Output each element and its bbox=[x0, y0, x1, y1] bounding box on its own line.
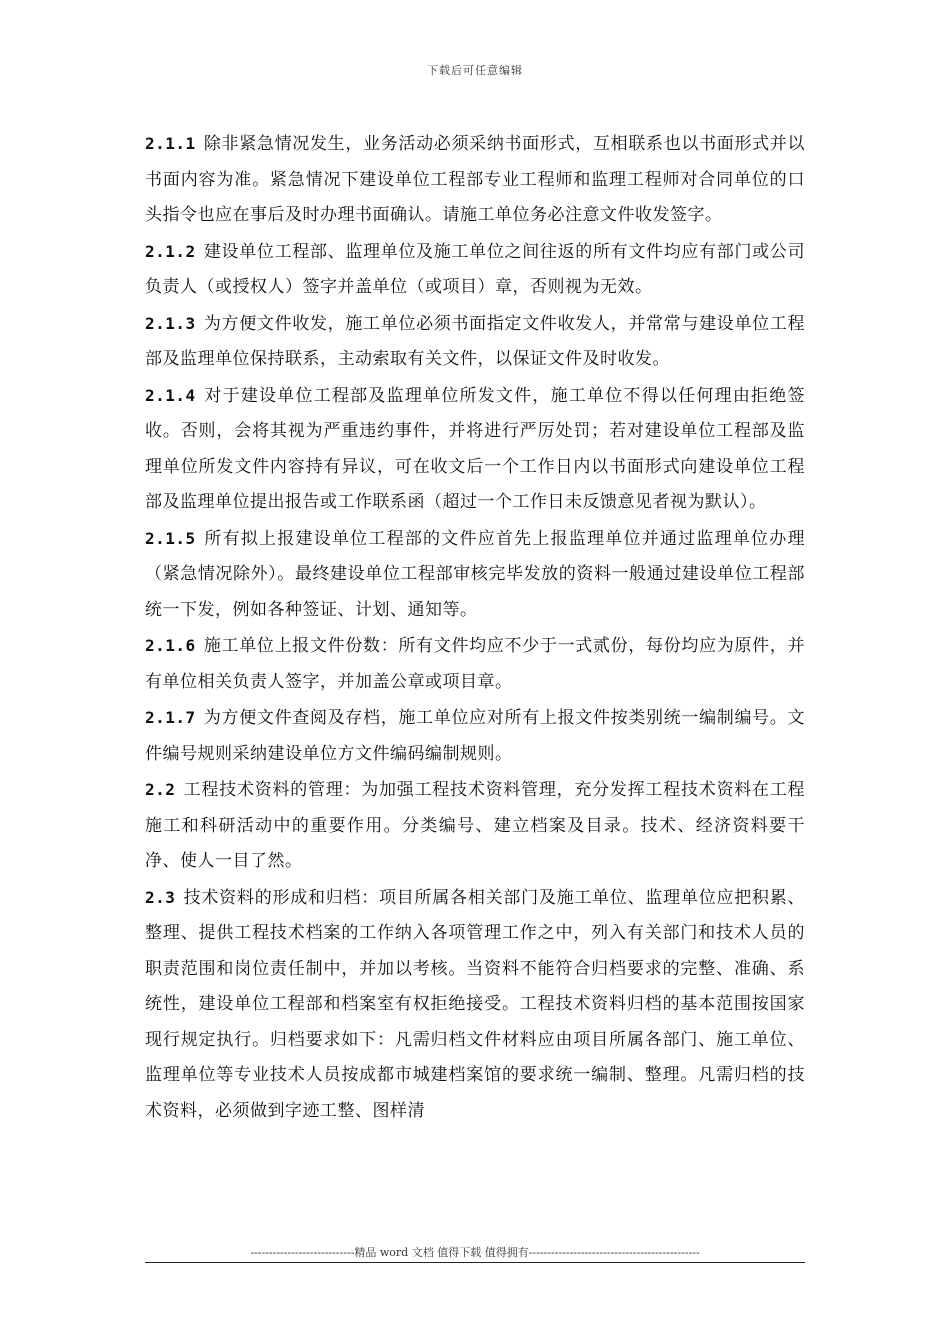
document-body bbox=[145, 126, 805, 1129]
paragraph-2-1-6 bbox=[145, 628, 805, 700]
footer-divider bbox=[145, 1262, 805, 1263]
paragraph-text: 为方便文件收发，施工单位必须书面指定文件收发人，并常常与建设单位工程部及监理单位保持联系，主动索取有关文件，以保证文件及时收发。 bbox=[145, 313, 805, 369]
section-number: 2.3 bbox=[145, 887, 176, 907]
paragraph-text: 施工单位上报文件份数：所有文件均应不少于一式贰份，每份均应为原件，并有单位相关负责人签字，并加盖公章或项目章。 bbox=[145, 636, 805, 692]
section-number: 2.1.2 bbox=[145, 241, 196, 261]
section-number: 2.1.7 bbox=[145, 708, 196, 727]
section-number: 2.1.5 bbox=[145, 528, 196, 548]
section-number: 2.1.6 bbox=[145, 636, 196, 655]
paragraph-text: 对于建设单位工程部及监理单位所发文件，施工单位不得以任何理由拒绝签收。否则，会将其视为严重违约事件，并将进行严厉处罚；若对建设单位工程部及监理单位所发文件内容持有异议，可在收文后一个工作日内以书面形式向建设单位工程部及监理单位提出报告或工作联系函（超过一个工作日未反馈意见者视为默认）。 bbox=[145, 385, 805, 512]
page-header: 下载后可任意编辑 bbox=[427, 64, 523, 77]
paragraph-2-1-2 bbox=[145, 234, 805, 306]
paragraph-text: 所有拟上报建设单位工程部的文件应首先上报监理单位并通过监理单位办理（紧急情况除外）。最终建设单位工程部审核完毕发放的资料一般通过建设单位工程部统一下发，例如各种签证、计划、通知等。 bbox=[145, 528, 805, 620]
paragraph-text: 为方便文件查阅及存档，施工单位应对所有上报文件按类别统一编制编号。文件编号规则采纳建设单位方文件编码编制规则。 bbox=[145, 708, 805, 764]
paragraph-text: 除非紧急情况发生，业务活动必须采纳书面形式，互相联系也以书面形式并以书面内容为准。紧急情况下建设单位工程部专业工程师和监理工程师对合同单位的口头指令也应在事后及时办理书面确认。请施工单位务必注意文件收发签字。 bbox=[145, 134, 805, 225]
paragraph-text: 建设单位工程部、监理单位及施工单位之间往返的所有文件均应有部门或公司负责人（或授权人）签字并盖单位（或项目）章，否则视为无效。 bbox=[145, 241, 805, 297]
paragraph-2-1-5 bbox=[145, 521, 805, 629]
section-number: 2.1.1 bbox=[145, 134, 196, 153]
paragraph-2-1-4 bbox=[145, 378, 805, 521]
paragraph-text: 技术资料的形成和归档：项目所属各相关部门及施工单位、监理单位应把积累、整理、提供工程技术档案的工作纳入各项管理工作之中，列入有关部门和技术人员的职责范围和岗位责任制中，并加以考核。当资料不能符合归档要求的完整、准确、系统性，建设单位工程部和档案室有权拒绝接受。工程技术资料归档的基本范围按国家现行规定执行。归档要求如下：凡需归档文件材料应由项目所属各部门、施工单位、监理单位等专业技术人员按成都市城建档案馆的要求统一编制、整理。凡需归档的技术资料，必须做到字迹工整、图样清 bbox=[145, 887, 805, 1121]
section-number: 2.2 bbox=[145, 780, 176, 799]
paragraph-text: 工程技术资料的管理：为加强工程技术资料管理，充分发挥工程技术资料在工程施工和科研活动中的重要作用。分类编号、建立档案及目录。技术、经济资料要干净、使人一目了然。 bbox=[145, 780, 805, 871]
paragraph-2-3 bbox=[145, 880, 805, 1130]
section-number: 2.1.4 bbox=[145, 385, 196, 405]
paragraph-2-1-3 bbox=[145, 306, 805, 378]
paragraph-2-2 bbox=[145, 772, 805, 880]
paragraph-2-1-7 bbox=[145, 700, 805, 772]
paragraph-2-1-1 bbox=[145, 126, 805, 234]
section-number: 2.1.3 bbox=[145, 313, 196, 333]
page-footer: ----------------------------精品 word 文档 值得下载 值得拥有---------------------------------------------- bbox=[250, 1246, 700, 1259]
